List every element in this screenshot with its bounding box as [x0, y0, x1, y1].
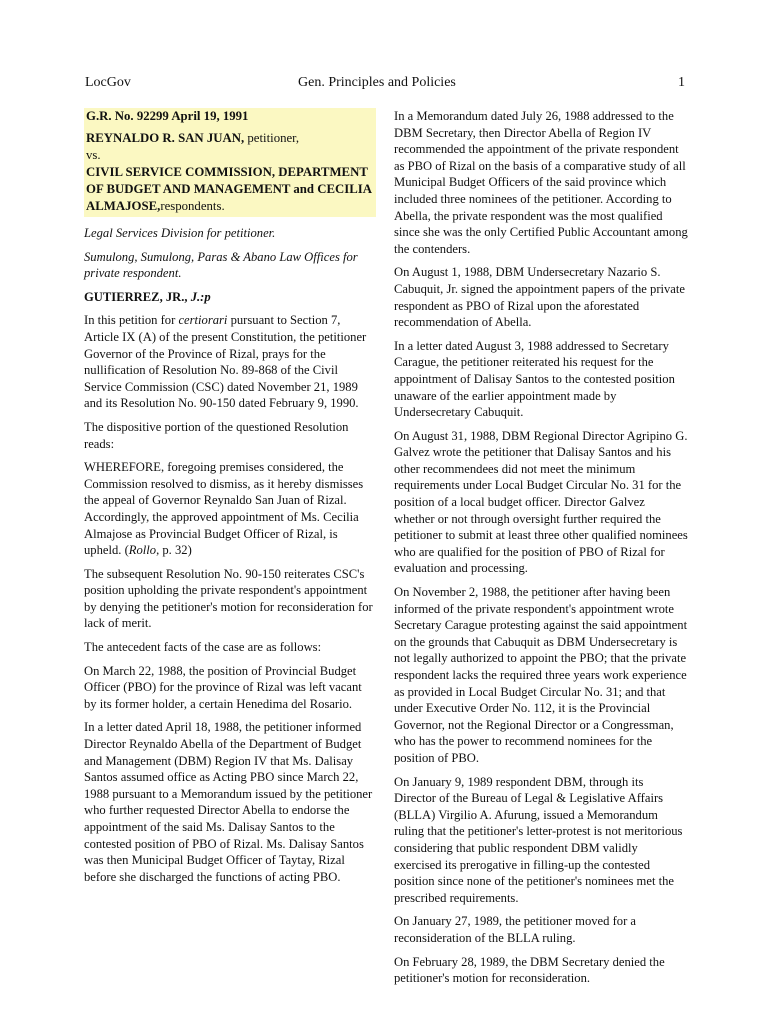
ponente-name: GUTIERREZ, JR., — [84, 289, 191, 304]
respondents-role: respondents. — [160, 199, 225, 213]
case-number: G.R. No. 92299 April 19, 1991 — [86, 109, 249, 123]
text-run-italic: Rollo — [128, 543, 157, 558]
block-quote — [84, 459, 376, 559]
text-run: pursuant to Section 7, Article IX (A) of the present Constitution, the petitioner Governor of the Province of Rizal, prays for the nullification of Resolution No. 89-868 of the Civil Service Commission (CSC) dated November 21, 1989 and its Resolution No. 90-150 dated February 9, 1990. — [84, 313, 367, 411]
paragraph: In a letter dated August 3, 1988 addressed to Secretary Carague, the petitioner reiterated his request for the appointment of Dalisay Santos to the contested position unaware of the earlier appointment made by Undersecretary Cabuquit. — [394, 338, 675, 420]
paragraph: In a letter dated April 18, 1988, the petitioner informed Director Reynaldo Abella of the Department of Budget and Management (DBM) Region IV that Ms. Dalisay Santos assumed office as Acting PBO since March 22, 1988 pursuant to a Memorandum issued by the petitioner who further requested Director Abella to endorse the appointment of the said Ms. Dalisay Santos to the contested position of PBO of Rizal. Ms. Dalisay Santos was then Municipal Budget Officer of Taytay, Rizal before she discharged the functions of acting PBO. — [84, 720, 373, 884]
paragraph: In a Memorandum dated July 26, 1988 addressed to the DBM Secretary, then Director Abella of Region IV recommended the appointment of the private respondent as PBO of Rizal on the basis of a comparative study of all Municipal Budget Officers of the said province which included three nominees of the petitioner. According to Abella, the private respondent was the most qualified since she was the only Certified Public Accountant among the contenders. — [394, 109, 688, 256]
counsel-petitioner: Legal Services Division for petitioner. — [84, 226, 276, 240]
paragraph: The dispositive portion of the questioned Resolution reads: — [84, 419, 349, 451]
paragraph: On February 28, 1989, the DBM Secretary denied the petitioner's motion for reconsideration. — [394, 954, 665, 986]
respondents-line — [86, 164, 374, 215]
ponente-title: J.:p — [190, 289, 211, 304]
paragraph: The subsequent Resolution No. 90-150 reiterates CSC's position upholding the private respondent's appointment by denying the petitioner's motion for reconsideration for lack of merit. — [84, 566, 373, 631]
running-header-title: Gen. Principles and Policies — [298, 75, 456, 90]
paragraph: The antecedent facts of the case are as follows: — [84, 640, 322, 655]
text-run-italic: certiorari — [178, 313, 228, 328]
petitioner-role: petitioner, — [244, 131, 300, 145]
left-column — [84, 108, 376, 892]
counsel-respondent: Sumulong, Sumulong, Paras & Abano Law Offices for private respondent. — [84, 249, 358, 281]
text-run: WHEREFORE, foregoing premises considered, the Commission resolved to dismiss, as it hereby dismisses the appeal of Governor Reynaldo San Juan of Rizal. Accordingly, the approved appointment of Ms. Cecilia Almajose as Provincial Budget Officer of Rizal, is upheld. ( — [84, 460, 364, 558]
paragraph: On August 1, 1988, DBM Undersecretary Nazario S. Cabuquit, Jr. signed the appointment papers of the private respondent as PBO of Rizal upon the aforestated recommendation of Abella. — [394, 265, 685, 330]
versus: vs. — [86, 148, 101, 162]
running-header-left: LocGov — [85, 75, 131, 90]
page-number: 1 — [678, 75, 685, 90]
case-caption — [84, 108, 376, 217]
respondents-names: CIVIL SERVICE COMMISSION, DEPARTMENT OF BUDGET AND MANAGEMENT and CECILIA ALMAJOSE, — [86, 165, 372, 213]
paragraph — [84, 312, 376, 412]
paragraph: On January 27, 1989, the petitioner moved for a reconsideration of the BLLA ruling. — [394, 914, 637, 945]
text-run: , p. 32) — [156, 543, 192, 558]
paragraph: On August 31, 1988, DBM Regional Director Agripino G. Galvez wrote the petitioner that Dalisay Santos and his other recommendees did not meet the minimum requirements under Local Budget Circular No. 31 for the position of a local budget officer. Director Galvez whether or not through oversight further required the petitioner to submit at least three other qualified nominees who are qualified for the position of PBO of Rizal for evaluation and processing. — [394, 428, 688, 576]
petitioner-line — [86, 130, 374, 147]
paragraph: On March 22, 1988, the position of Provincial Budget Officer (PBO) for the province of Rizal was left vacant by its former holder, a certain Henedima del Rosario. — [84, 663, 362, 711]
paragraph: On January 9, 1989 respondent DBM, through its Director of the Bureau of Legal & Legislative Affairs (BLLA) Virgilio A. Afurung, issued a Memorandum ruling that the petitioner's letter-protest is not meritorious considering that public respondent DBM validly exercised its prerogative in filling-up the contested position since none of the petitioner's nominees met the prescribed requirements. — [394, 774, 683, 905]
right-column — [394, 108, 688, 994]
text-run: In this petition for — [84, 313, 179, 328]
petitioner-name: REYNALDO R. SAN JUAN, — [86, 131, 245, 145]
paragraph: On November 2, 1988, the petitioner after having been informed of the private respondent's appointment wrote Secretary Carague protesting against the said appointment on the grounds that Cabuquit as DBM Undersecretary is not legally authorized to appoint the PBO; that the private respondent lacks the required three years work experience as provided in Local Budget Circular No. 31; and that under Executive Order No. 112, it is the Provincial Governor, not the Regional Director or a Congressman, who has the power to recommend nominees for the position of PBO. — [394, 585, 688, 765]
ponente — [84, 289, 376, 306]
